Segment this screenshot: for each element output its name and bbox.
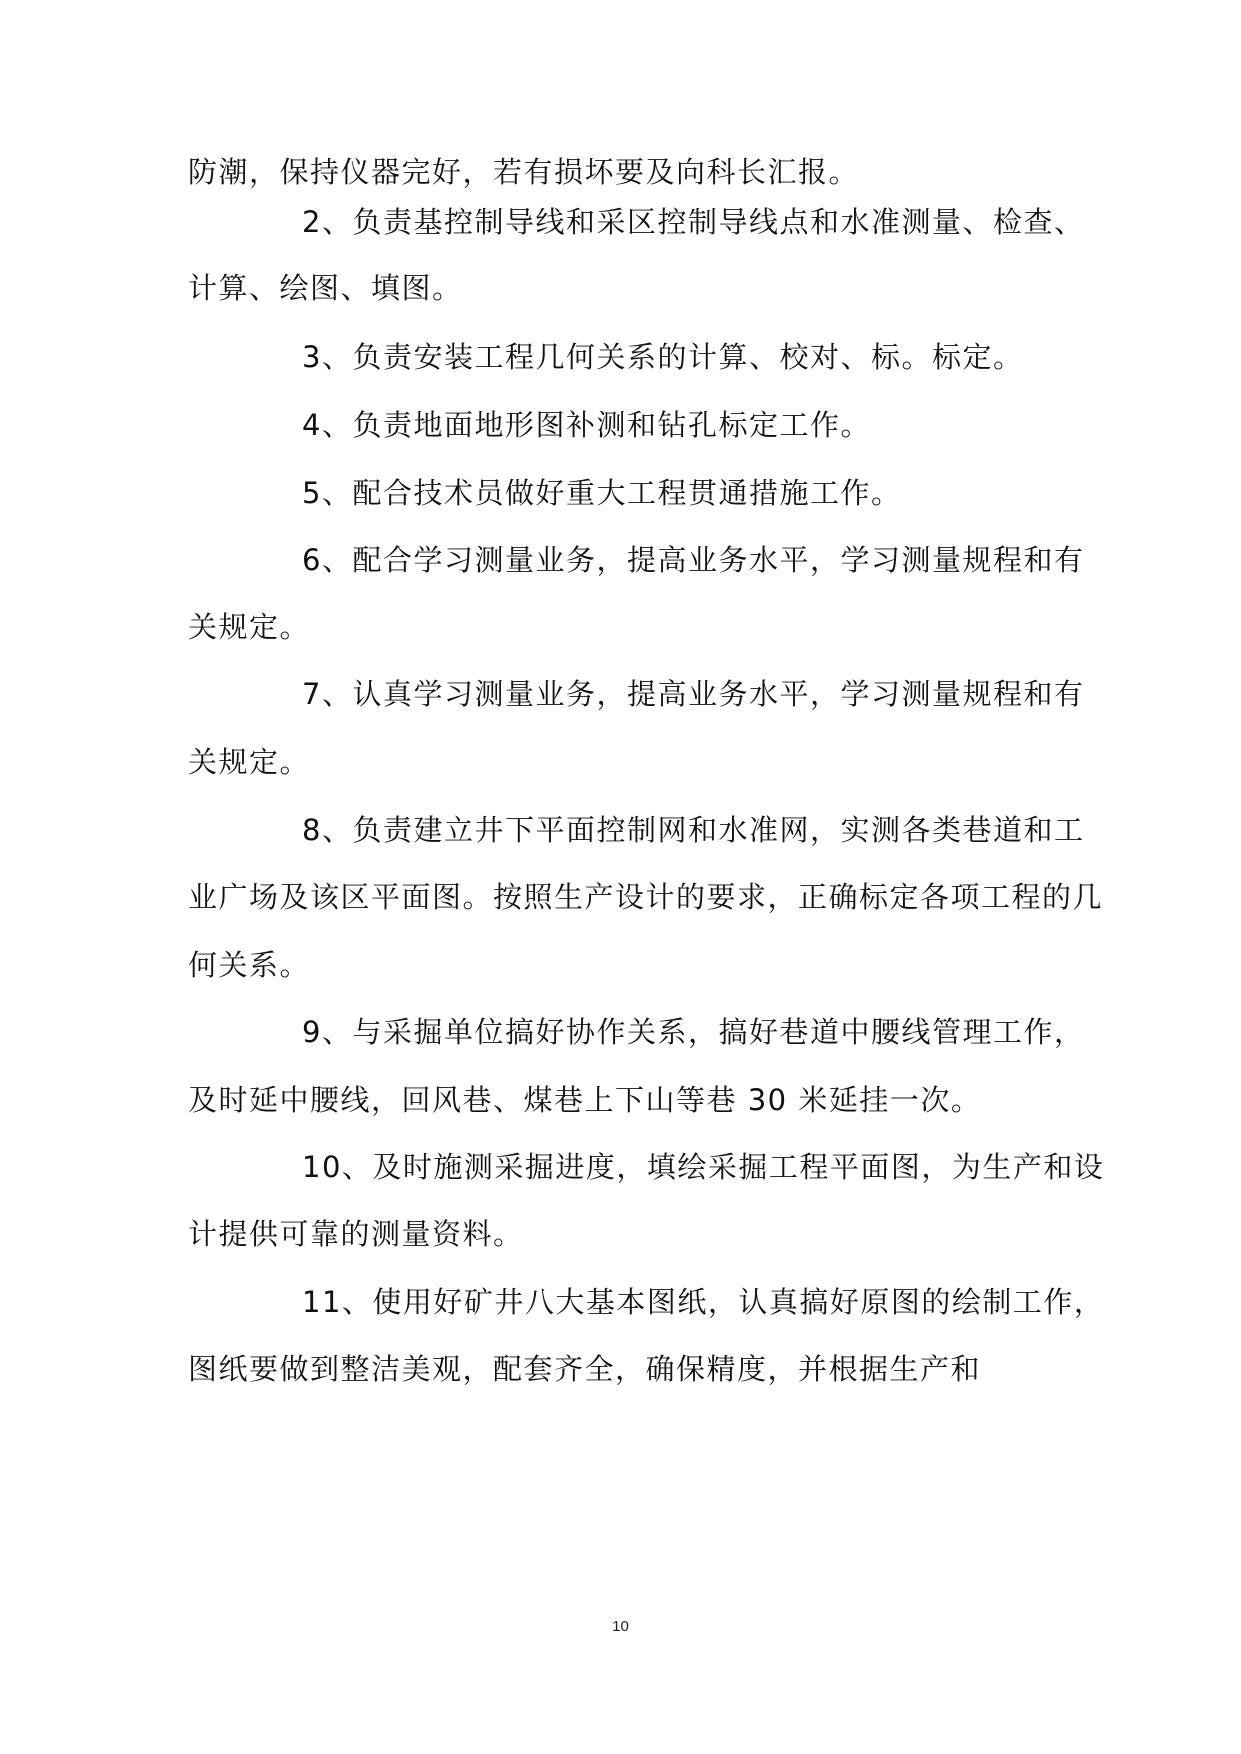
text-line: 何关系。: [188, 948, 311, 982]
list-item-11: 11、使用好矿井八大基本图纸，认真搞好原图的绘制工作，: [302, 1285, 1105, 1319]
text-line: 防潮，保持仪器完好，若有损坏要及向科长汇报。: [188, 155, 860, 189]
text-line: 计提供可靠的测量资料。: [188, 1217, 524, 1251]
text-line: 及时延中腰线，回风巷、煤巷上下山等巷 30 米延挂一次。: [188, 1083, 982, 1117]
list-item-6: 6、配合学习测量业务，提高业务水平，学习测量规程和有: [302, 543, 1085, 577]
text-line: 图纸要做到整洁美观，配套齐全，确保精度，并根据生产和: [188, 1352, 982, 1386]
list-item-10: 10、及时施测采掘进度，填绘采掘工程平面图，为生产和设: [302, 1150, 1105, 1184]
list-item-7: 7、认真学习测量业务，提高业务水平，学习测量规程和有: [302, 677, 1085, 711]
list-item-5: 5、配合技术员做好重大工程贯通措施工作。: [302, 476, 902, 510]
list-item-4: 4、负责地面地形图补测和钻孔标定工作。: [302, 408, 871, 442]
list-item-3: 3、负责安装工程几何关系的计算、校对、标。标定。: [302, 340, 1024, 374]
text-line: 关规定。: [188, 745, 311, 779]
page-number: 10: [612, 1618, 629, 1635]
list-item-8: 8、负责建立井下平面控制网和水准网，实测各类巷道和工: [302, 813, 1085, 847]
text-line: 计算、绘图、填图。: [188, 271, 463, 305]
text-line: 关规定。: [188, 610, 311, 644]
list-item-2: 2、负责基控制导线和采区控制导线点和水准测量、检查、: [302, 205, 1085, 239]
list-item-9: 9、与采掘单位搞好协作关系，搞好巷道中腰线管理工作，: [302, 1015, 1085, 1049]
text-line: 业广场及该区平面图。按照生产设计的要求，正确标定各项工程的几: [188, 880, 1104, 914]
